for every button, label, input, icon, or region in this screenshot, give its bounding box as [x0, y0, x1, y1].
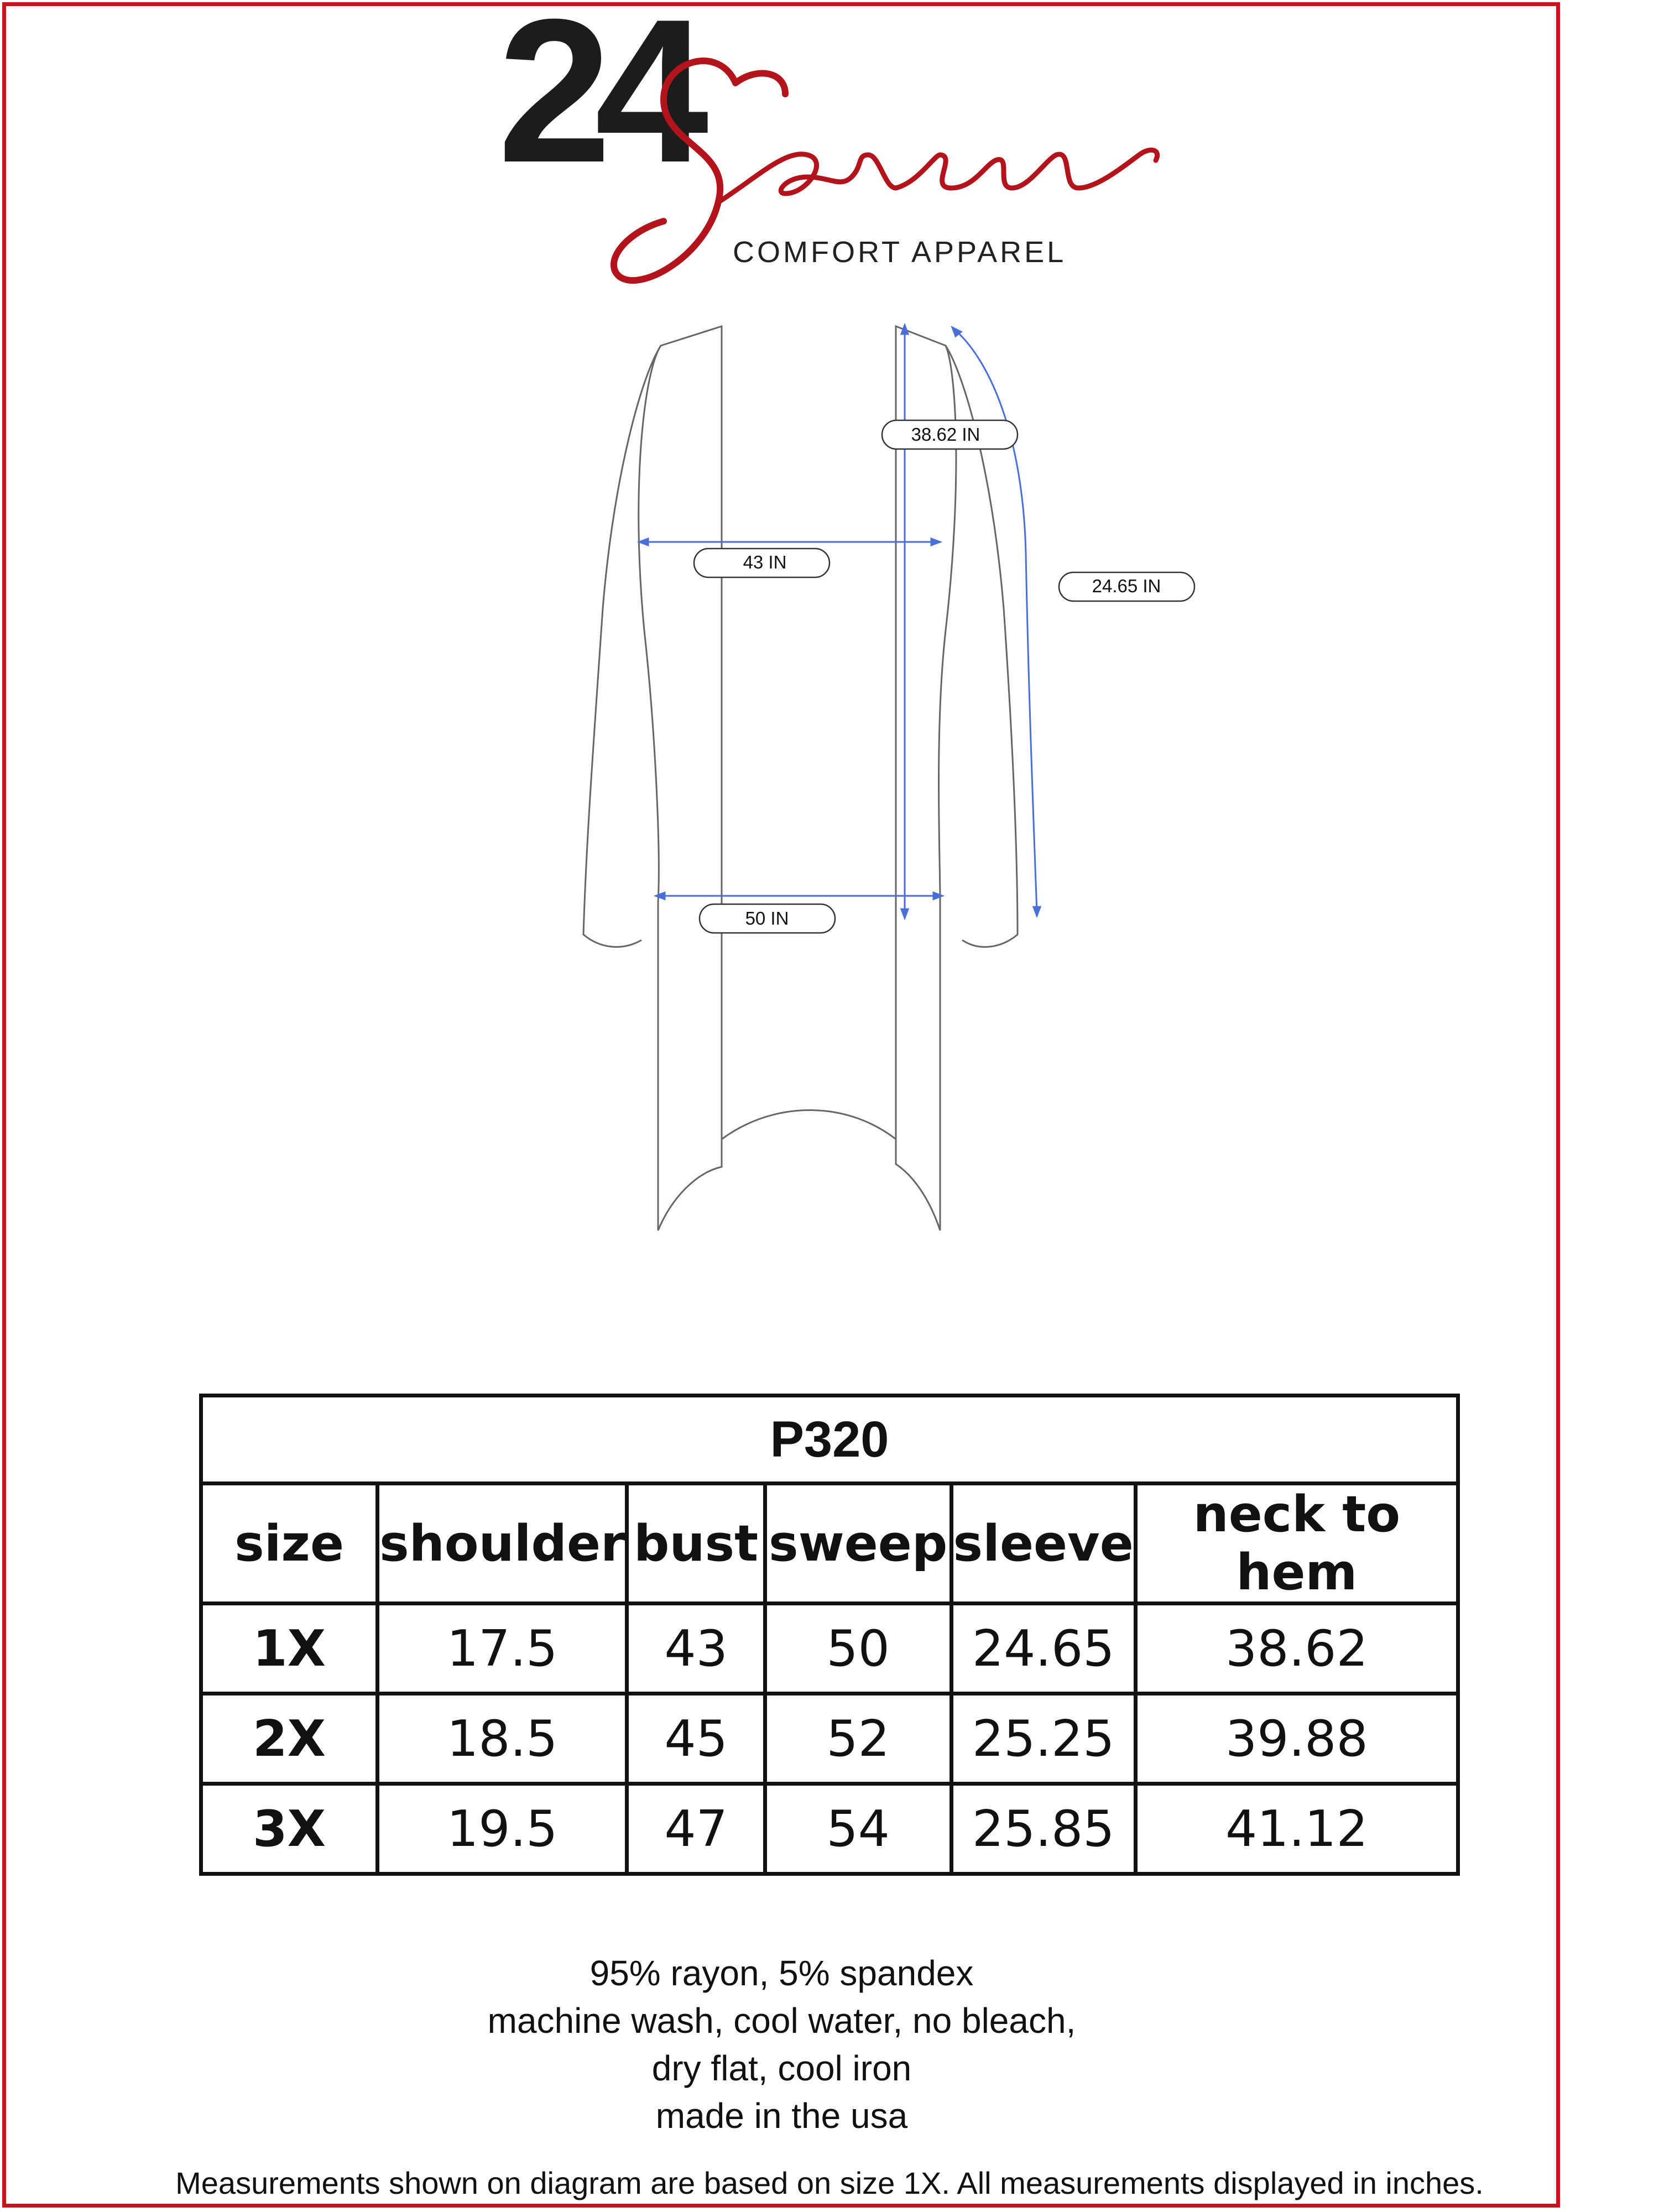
cell-sleeve: 25.25 — [951, 1694, 1135, 1784]
cell-sleeve: 24.65 — [951, 1604, 1135, 1694]
cell-bust: 47 — [627, 1784, 765, 1874]
care-instructions — [0, 1949, 1563, 2140]
cell-bust: 45 — [627, 1694, 765, 1784]
wash-instructions: machine wash, cool water, no bleach, — [487, 2001, 1076, 2041]
table-row — [201, 1694, 1458, 1784]
garment-diagram — [553, 310, 1244, 1250]
sleeve-measure-line — [954, 329, 1037, 912]
cell-shoulder: 18.5 — [378, 1694, 627, 1784]
logo-number: 24 — [498, 0, 692, 205]
cell-shoulder: 17.5 — [378, 1604, 627, 1694]
cell-size: 1X — [201, 1604, 378, 1694]
sweep-label: 50 IN — [745, 908, 789, 928]
left-front-outline — [639, 326, 722, 1230]
cell-size: 3X — [201, 1784, 378, 1874]
header-shoulder: shoulder — [378, 1484, 627, 1604]
header-sweep: sweep — [765, 1484, 951, 1604]
back-hem-outline — [722, 1110, 896, 1140]
header-bust: bust — [627, 1484, 765, 1604]
measurement-footnote: Measurements shown on diagram are based on size 1X. All measurements displayed in inches. — [175, 2166, 1484, 2200]
cell-sleeve: 25.85 — [951, 1784, 1135, 1874]
cell-sweep: 52 — [765, 1694, 951, 1784]
header-size: size — [201, 1484, 378, 1604]
cell-neck-to-hem: 41.12 — [1135, 1784, 1458, 1874]
table-title: P320 — [201, 1396, 1458, 1484]
header-sleeve: sleeve — [951, 1484, 1135, 1604]
left-sleeve-outline — [583, 346, 661, 947]
cell-sweep: 54 — [765, 1784, 951, 1874]
neck-to-hem-label: 38.62 IN — [911, 424, 980, 445]
brand-logo — [498, 0, 1217, 310]
sleeve-label: 24.65 IN — [1092, 576, 1161, 596]
logo-tagline: COMFORT APPAREL — [733, 236, 1067, 269]
cell-sweep: 50 — [765, 1604, 951, 1694]
cell-neck-to-hem: 39.88 — [1135, 1694, 1458, 1784]
table-row — [201, 1784, 1458, 1874]
fabric-content: 95% rayon, 5% spandex — [589, 1953, 974, 1993]
cell-shoulder: 19.5 — [378, 1784, 627, 1874]
table-row — [201, 1604, 1458, 1694]
cell-size: 2X — [201, 1694, 378, 1784]
header-neck-to-hem: neck to hem — [1135, 1484, 1458, 1604]
origin: made in the usa — [655, 2096, 908, 2136]
size-chart-table — [199, 1394, 1460, 1876]
cell-bust: 43 — [627, 1604, 765, 1694]
dry-instructions: dry flat, cool iron — [651, 2048, 912, 2088]
bust-label: 43 IN — [743, 552, 787, 572]
cell-neck-to-hem: 38.62 — [1135, 1604, 1458, 1694]
table-header-row — [201, 1484, 1458, 1604]
